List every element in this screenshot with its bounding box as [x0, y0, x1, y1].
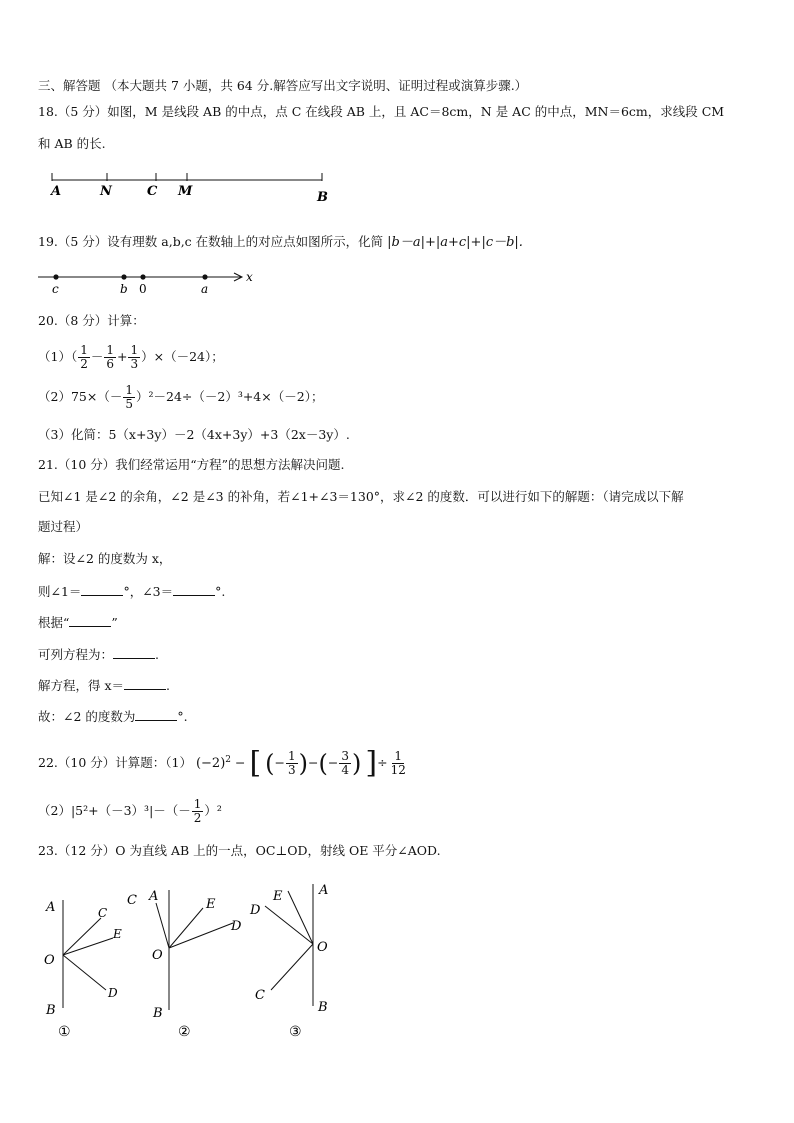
svg-text:B: B [153, 1006, 163, 1021]
svg-text:D: D [250, 903, 261, 918]
q23-figure-2 [127, 889, 242, 1040]
q18-segment-figure [40, 168, 340, 208]
q20-part3: （3）化简：5（x+3y）－2（4x+3y）+3（2x－3y）. [38, 427, 350, 442]
blank-x-value[interactable] [124, 677, 166, 690]
svg-text:B: B [46, 1003, 56, 1018]
q20-part2: （2）75×（－ $\frac{1}{5}$ ）²－24÷（－2）³+4×（－2）； [38, 383, 324, 411]
blank-basis[interactable] [69, 614, 111, 627]
svg-text:C: C [127, 893, 137, 908]
q19-label-a: a [201, 282, 209, 296]
q23-fig-label-1: ① [58, 1024, 71, 1040]
svg-text:C: C [255, 988, 265, 1003]
q20-part1: （1）（ $\frac{1}{2}$ － $\frac{1}{6}$ + $\frac{1}{3}$ ）×（－24）； [38, 343, 224, 371]
q23-fig-label-3: ③ [289, 1024, 302, 1040]
q20-p1-fraction-2: $\frac{1}{6}$ [106, 343, 114, 371]
q18-label-N: N [100, 184, 112, 199]
q22-p2-fraction: $\frac{1}{2}$ [193, 797, 202, 825]
q19-question: 19.（5 分）设有理数 a,b,c 在数轴上的对应点如图所示，化简 [38, 234, 384, 249]
q20-p2-fraction: $\frac{1}{5}$ [125, 383, 133, 411]
svg-text:A: A [319, 883, 329, 898]
q23-figure-3 [249, 883, 328, 1040]
q23-figure-1 [44, 900, 122, 1040]
q21-line5: 则∠1＝ °，∠3＝ °. [38, 584, 226, 599]
svg-text:O: O [152, 948, 163, 963]
q21-line9: 故：∠2 的度数为 °. [38, 709, 188, 724]
q18-line1: 18.（5 分）如图，M 是线段 AB 的中点，点 C 在线段 AB 上，且 AC＝8cm，N 是 AC 的中点，MN＝6cm，求线段 CM [38, 104, 725, 119]
q19-label-0: 0 [139, 282, 147, 296]
q19-label-c: c [52, 282, 59, 296]
q18-label-B: B [317, 190, 328, 205]
q20-p1-fraction-3: $\frac{1}{3}$ [130, 343, 139, 371]
svg-text:B: B [318, 1000, 328, 1015]
svg-text:O: O [44, 953, 55, 968]
q21-line3: 题过程） [38, 519, 89, 534]
q22-fraction-1: $\frac{1}{3}$ [288, 749, 296, 778]
q18-label-M: M [178, 184, 193, 199]
q19-number-line [34, 266, 264, 298]
q19-expression: |b－a|+|a+c|+|c－b|. [387, 235, 523, 250]
q23-text: 23.（12 分）O 为直线 AB 上的一点，OC⊥OD，射线 OE 平分∠AOD. [38, 843, 441, 858]
svg-text:E: E [113, 927, 122, 941]
q22-fraction-2: $\frac{3}{4}$ [341, 749, 350, 778]
q22-part1: 22.（10 分）计算题：（1） $(-2)^2$ − [ (− $\frac{1}{3}$ )−(− $\frac{3}{4}$ ) ]÷ $\frac{1}{12}$ [38, 745, 406, 781]
q22-fraction-3: $\frac{1}{12}$ [390, 749, 406, 778]
q21-line2: 已知∠1 是∠2 的余角，∠2 是∠3 的补角，若∠1+∠3＝130°，求∠2 的度数．可以进行如下的解题：（请完成以下解 [38, 489, 684, 504]
svg-text:O: O [317, 940, 328, 955]
section-heading: 三、解答题 （本大题共 7 小题，共 64 分.解答应写出文字说明、证明过程或演算步骤.） [38, 78, 528, 93]
q19-label-b: b [120, 282, 128, 296]
q21-line7: 可列方程为： . [38, 647, 159, 662]
q22-part2: （2）|5²+（－3）³|－（－ $\frac{1}{2}$ ）² [38, 797, 222, 825]
blank-angle3[interactable] [173, 583, 215, 596]
svg-text:A: A [46, 900, 56, 915]
blank-angle2[interactable] [135, 708, 177, 721]
svg-text:E: E [206, 897, 216, 912]
q21-line8: 解方程，得 x＝ . [38, 678, 171, 693]
q21-line1: 21.（10 分）我们经常运用“方程”的思想方法解决问题. [38, 457, 345, 472]
q19-label-x: x [246, 270, 253, 284]
q21-line6: 根据“ ” [38, 615, 118, 630]
svg-text:D: D [231, 919, 242, 934]
q19-text [38, 234, 523, 251]
q20-title: 20.（8 分）计算： [38, 313, 145, 328]
blank-angle1[interactable] [81, 583, 123, 596]
q23-figures [38, 878, 358, 1048]
svg-text:A: A [149, 889, 159, 904]
svg-text:C: C [98, 906, 108, 920]
q23-fig-label-2: ② [178, 1024, 191, 1040]
q18-label-C: C [147, 184, 158, 199]
blank-equation[interactable] [113, 646, 155, 659]
q21-line4: 解：设∠2 的度数为 x， [38, 551, 172, 566]
q18-label-A: A [51, 184, 62, 199]
q18-line2: 和 AB 的长. [38, 136, 106, 151]
svg-text:D: D [108, 986, 118, 1000]
svg-text:E: E [273, 889, 283, 904]
q20-p1-fraction-1: $\frac{1}{2}$ [80, 343, 88, 371]
